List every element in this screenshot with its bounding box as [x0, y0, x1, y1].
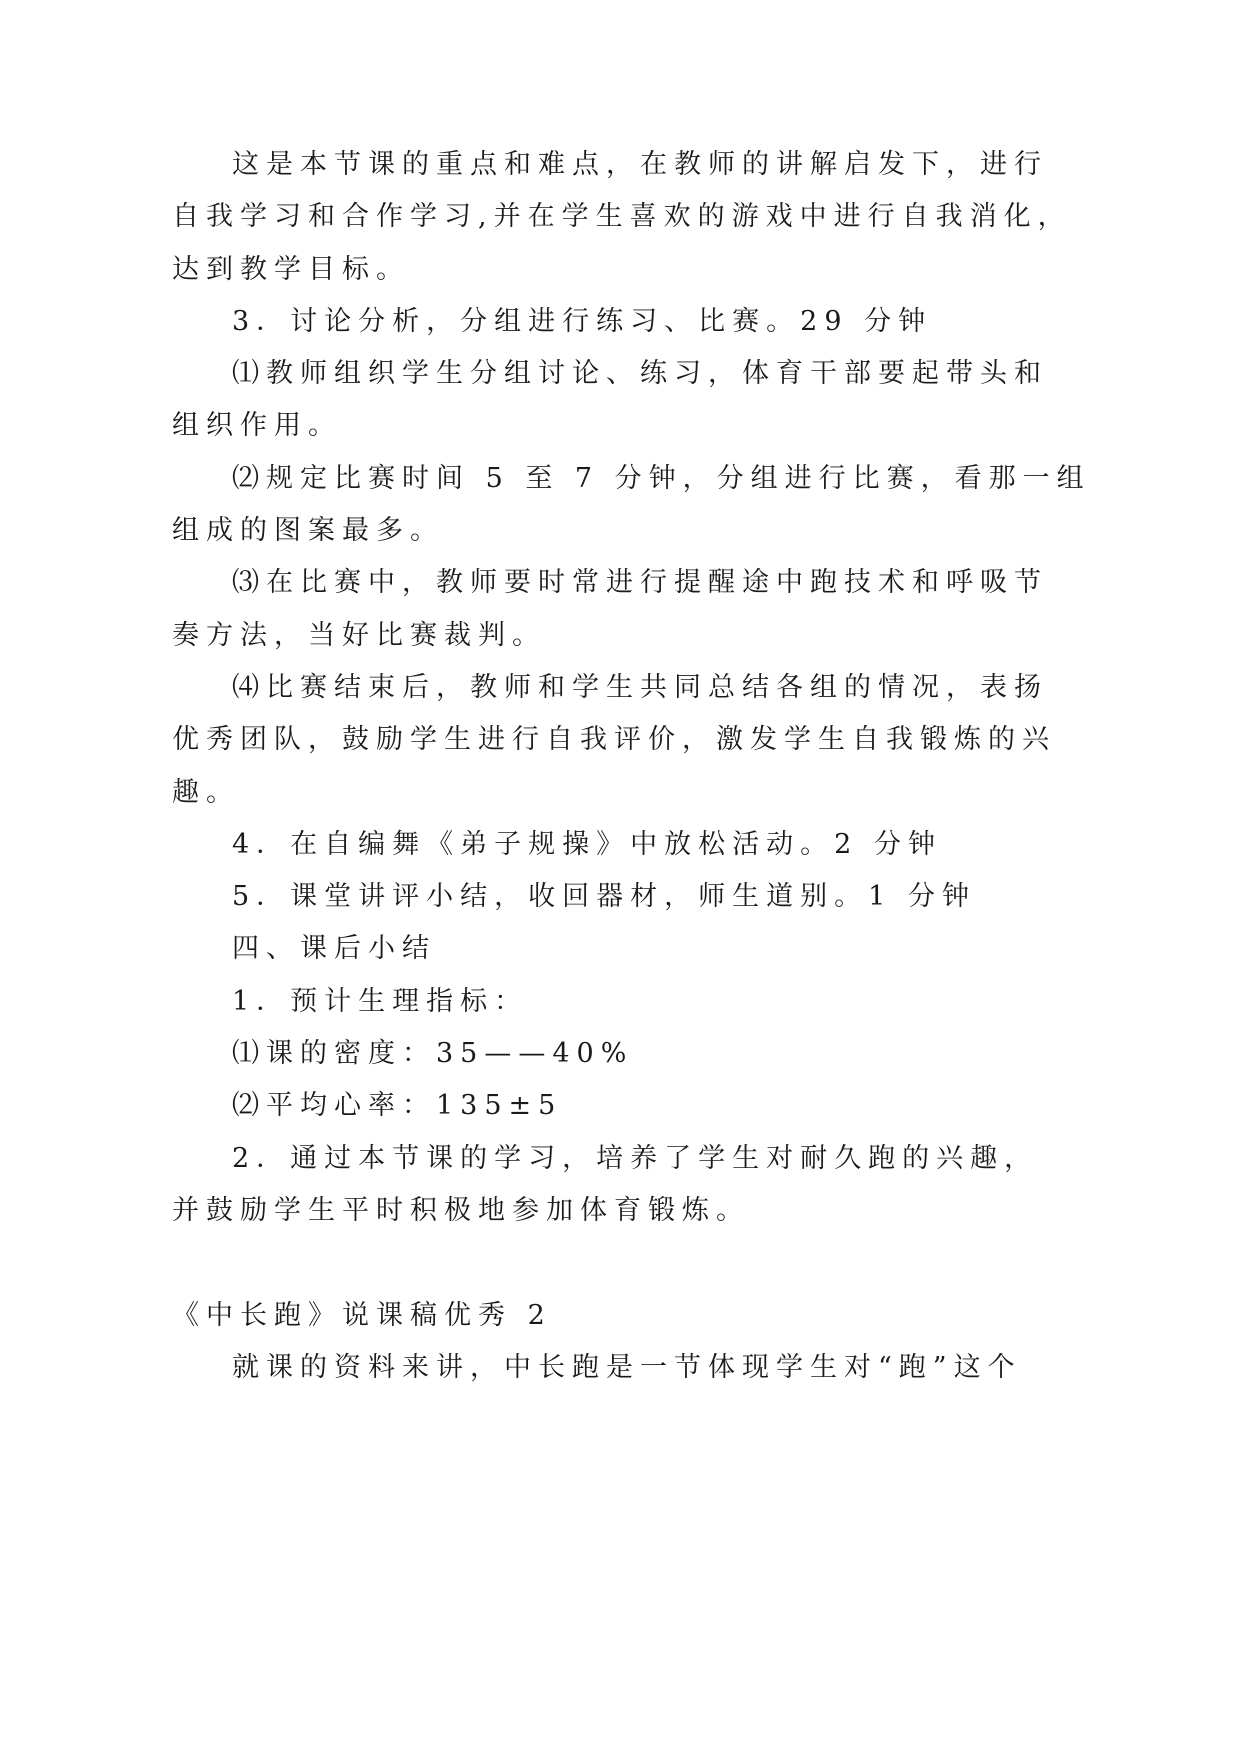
text-line: 优秀团队，鼓励学生进行自我评价，激发学生自我锻炼的兴 [172, 724, 1056, 756]
paragraph-summary-1-item-2 [172, 1080, 1172, 1132]
text-line: 趣。 [172, 776, 240, 808]
text-line: 1．预计生理指标： [232, 985, 529, 1017]
text-line: 3．讨论分析，分组进行练习、比赛。29 分钟 [232, 305, 933, 337]
paragraph-step-3 [172, 296, 1172, 348]
paragraph-step-3-item-1 [172, 348, 1172, 453]
blank-line [172, 1237, 1172, 1289]
text-line: 组成的图案最多。 [172, 515, 444, 547]
text-line: 四、课后小结 [232, 933, 436, 965]
text-line: ⑴教师组织学生分组讨论、练习，体育干部要起带头和 [232, 358, 1048, 390]
text-line: ⑴课的密度：35——40% [232, 1038, 634, 1070]
text-line: 4．在自编舞《弟子规操》中放松活动。2 分钟 [232, 828, 942, 860]
text-line: ⑵规定比赛时间 5 至 7 分钟，分组进行比赛，看那一组 [232, 462, 1091, 494]
paragraph-step-3-item-3 [172, 557, 1172, 662]
text-line: 达到教学目标。 [172, 253, 410, 285]
paragraph-key-difficulty [172, 139, 1172, 296]
paragraph-summary-1 [172, 976, 1172, 1028]
text-line: 这是本节课的重点和难点，在教师的讲解启发下，进行 [232, 149, 1048, 180]
paragraph-summary-2 [172, 1133, 1172, 1238]
paragraph-summary-1-item-1 [172, 1028, 1172, 1080]
text-line: 就课的资料来讲，中长跑是一节体现学生对“跑”这个 [232, 1351, 1022, 1383]
text-line: ⑷比赛结束后，教师和学生共同总结各组的情况，表扬 [232, 671, 1048, 703]
text-line: ⑶在比赛中，教师要时常进行提醒途中跑技术和呼吸节 [232, 567, 1048, 599]
text-line: 2．通过本节课的学习，培养了学生对耐久跑的兴趣， [232, 1142, 1039, 1174]
section-heading-summary [172, 923, 1172, 975]
text-line: 5．课堂讲评小结，收回器材，师生道别。1 分钟 [232, 881, 976, 913]
text-line: 奏方法，当好比赛裁判。 [172, 619, 546, 651]
paragraph-step-3-item-4 [172, 662, 1172, 819]
text-line: 组织作用。 [172, 410, 342, 442]
paragraph-step-5 [172, 871, 1172, 923]
paragraph-step-3-item-2 [172, 453, 1172, 558]
paragraph-course-content [172, 1342, 1172, 1394]
document-title: 《中长跑》说课稿优秀 2 [172, 1299, 552, 1331]
text-line: 自我学习和合作学习,并在学生喜欢的游戏中进行自我消化， [172, 201, 1072, 233]
paragraph-step-4 [172, 819, 1172, 871]
text-line: 并鼓励学生平时积极地参加体育锻炼。 [172, 1194, 750, 1226]
document-body [172, 139, 1172, 1394]
text-line: ⑵平均心率：135±5 [232, 1090, 563, 1122]
